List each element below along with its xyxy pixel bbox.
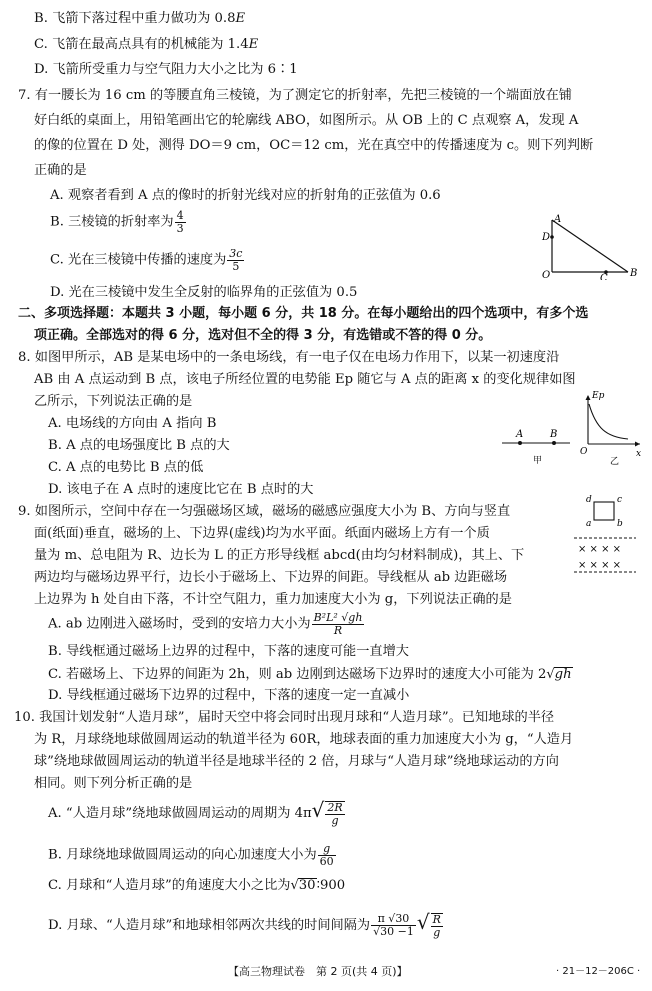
q7-stem-line3: 的像的位置在 D 处，测得 DO＝9 cm，OC＝12 cm，光在真空中的传播速度为 c。则下列判断 [34, 138, 594, 153]
paper-code: · 21－12－206C · [556, 966, 641, 977]
caption-jia: 甲 [533, 456, 543, 465]
q10-stem-line3: 球”绕地球做圆周运动的轨道半径是地球半径的 2 倍，月球与“人造月球”绕地球运动的方向 [34, 754, 559, 769]
q7-stem-line2: 好白纸的桌面上，用铅笔画出它的轮廓线 ABO，如图所示。从 OB 上的 C 点观察 A，发现 A [34, 113, 579, 128]
svg-text:c: c [617, 495, 623, 505]
q6-option-d: D. 飞箭所受重力与空气阻力大小之比为 6∶1 [34, 62, 298, 77]
caption-yi: 乙 [610, 457, 620, 466]
fig-label-C: C [600, 273, 608, 280]
page-footer: 【高三物理试卷 第 2 页(共 4 页)】 [228, 965, 408, 978]
q9-stem-line4: 两边均与磁场边界平行，边长小于磁场上、下边界的间距。导线框从 ab 边距磁场 [34, 570, 508, 585]
q9-option-a: A. ab 边刚进入磁场时，受到的安培力大小为 $\frac{\text{B²L² √gh}}{R}$ [48, 611, 363, 637]
q10-stem-line4: 相同。则下列分析正确的是 [34, 776, 193, 791]
q9-stem-line5: 上边界为 h 处自由下落，不计空气阻力，重力加速度大小为 g，下列说法正确的是 [34, 592, 512, 607]
q7-stem-line4: 正确的是 [34, 163, 87, 178]
q10-option-b: B. 月球绕地球做圆周运动的向心加速度大小为 $\frac{g}{60}$ [48, 842, 334, 868]
svg-text:x: x [636, 449, 642, 459]
svg-text:A: A [516, 429, 524, 440]
svg-text:a: a [586, 519, 592, 529]
q7-stem-line1: 7. 有一腰长为 16 cm 的等腰直角三棱镜，为了测定它的折射率，先把三棱镜的一个端面放在铺 [18, 88, 572, 103]
q10-option-d: D. 月球、“人造月球”和地球相邻两次共线的时间间隔为 $\frac{\pi √30}{√30 -1}$ √ $\frac{R}{g}$ [48, 910, 441, 939]
svg-text:× × × ×: × × × × [578, 544, 622, 555]
q9-option-c: C. 若磁场上、下边界的间距为 2h，则 ab 边刚到达磁场下边界时的速度大小可能为 2√gh [48, 667, 572, 682]
q8-stem-line2: AB 由 A 点运动到 B 点，该电子所经位置的电势能 Ep 随它与 A 点的距离 x 的变化规律如图 [34, 372, 576, 387]
q9-magnetic-field-figure [572, 492, 638, 574]
q9-stem-line2: 面(纸面)垂直，磁场的上、下边界(虚线)均为水平面。纸面内磁场上方有一个质 [34, 526, 490, 541]
q8-stem-line1: 8. 如图甲所示，AB 是某电场中的一条电场线，有一电子仅在电场力作用下，以某一初速度沿 [18, 350, 560, 365]
svg-text:Ep: Ep [592, 391, 605, 401]
fig-label-B: B [630, 268, 638, 279]
q6-option-c: C. 飞箭在最高点具有的机械能为 1.4E [34, 37, 259, 52]
q9-stem-line1: 9. 如图所示，空间中存在一匀强磁场区域，磁场的磁感应强度大小为 B、方向与竖直 [18, 504, 511, 519]
q8-field-line-figure [500, 425, 574, 465]
q10-option-a: A. “人造月球”绕地球做圆周运动的周期为 4π√ $\frac{2R}{g}$ [48, 798, 343, 827]
q7-prism-figure [538, 212, 642, 280]
section-2-heading-line2: 项正确。全部选对的得 6 分，选对但不全的得 3 分，有选错或不答的得 0 分。 [34, 328, 492, 343]
q8-option-c: C. A 点的电势比 B 点的低 [48, 460, 204, 475]
q10-option-c: C. 月球和“人造月球”的角速度大小之比为√30∶900 [48, 878, 346, 893]
q8-option-d: D. 该电子在 A 点时的速度比它在 B 点时的大 [48, 482, 314, 497]
svg-text:d: d [586, 495, 592, 505]
fig-label-A: A [554, 214, 562, 225]
q9-option-b: B. 导线框通过磁场上边界的过程中，下落的速度可能一直增大 [48, 644, 409, 659]
q10-stem-line2: 为 R，月球绕地球做圆周运动的轨道半径为 60R，地球表面的重力加速度大小为 g，“人造月 [34, 732, 574, 747]
q8-option-b: B. A 点的电场强度比 B 点的大 [48, 438, 230, 453]
q7-option-a: A. 观察者看到 A 点的像时的折射光线对应的折射角的正弦值为 0.6 [50, 188, 441, 203]
fig-label-O: O [542, 270, 551, 280]
q7-option-b: B. 三棱镜的折射率为 $\frac{4}{3}$ [50, 209, 184, 235]
q8-stem-line3: 乙所示，下列说法正确的是 [34, 394, 193, 409]
q9-option-d: D. 导线框通过磁场下边界的过程中，下落的速度一定一直减小 [48, 688, 410, 703]
svg-text:B: B [550, 429, 558, 440]
svg-text:O: O [580, 447, 588, 457]
q9-stem-line3: 量为 m、总电阻为 R、边长为 L 的正方形导线框 abcd(由均匀材料制成)，其上、下 [34, 548, 525, 563]
q8-option-a: A. 电场线的方向由 A 指向 B [48, 416, 217, 431]
q7-option-c: C. 光在三棱镜中传播的速度为 $\frac{3c}{5}$ [50, 247, 243, 273]
q10-stem-line1: 10. 我国计划发射“人造月球”，届时天空中将会同时出现月球和“人造月球”。已知地球的半径 [14, 710, 555, 725]
q7-option-d: D. 光在三棱镜中发生全反射的临界角的正弦值为 0.5 [50, 285, 358, 300]
q8-energy-graph [580, 390, 644, 466]
svg-text:b: b [617, 519, 623, 529]
svg-text:× × × ×: × × × × [578, 560, 622, 571]
q6-option-b: B. 飞箭下落过程中重力做功为 0.8E [34, 11, 246, 26]
section-2-heading-line1: 二、多项选择题：本题共 3 小题，每小题 6 分，共 18 分。在每小题给出的四个选项中，有多个选 [18, 306, 589, 321]
fig-label-D: D [542, 232, 551, 243]
